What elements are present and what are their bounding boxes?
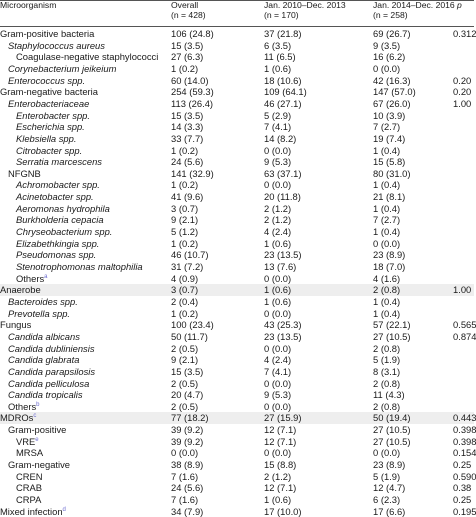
row-label: [0, 28, 94, 40]
table-row: [0, 145, 474, 157]
period1-cell: 12 (7.1): [264, 482, 297, 494]
p-value-cell: 0.154: [453, 447, 476, 459]
period2-cell: 19 (7.4): [373, 132, 406, 144]
period1-cell: 0 (0.0): [264, 307, 292, 319]
table-row: [0, 261, 474, 273]
period1-cell: 23 (13.5): [264, 330, 302, 342]
header-period1: Jan. 2010–Dec. 2013: [264, 0, 346, 10]
period1-cell: 27 (15.9): [264, 412, 302, 424]
row-label: [8, 75, 85, 87]
row-label: [0, 506, 66, 517]
period2-cell: 23 (8.9): [373, 249, 406, 261]
overall-cell: 113 (26.4): [171, 97, 214, 109]
period1-cell: 1 (0.6): [264, 494, 292, 505]
row-label-text: CRPA: [16, 494, 42, 505]
header-period2: Jan. 2014–Dec. 2016: [373, 0, 455, 10]
row-label-text: Citrobacter spp.: [16, 144, 83, 156]
period2-cell: 42 (16.3): [373, 74, 411, 86]
period1-cell: 7 (4.1): [264, 121, 292, 133]
row-label: [16, 494, 41, 506]
row-label: [16, 447, 43, 459]
period1-cell: 0 (0.0): [264, 342, 292, 354]
row-label: [16, 110, 90, 122]
table-row: [0, 86, 474, 98]
row-label: [8, 459, 70, 471]
overall-cell: 2 (0.5): [171, 342, 199, 354]
row-label: [8, 424, 66, 436]
row-label-text: Corynebacterium jeikeium: [8, 62, 117, 74]
period1-cell: 11 (6.5): [264, 51, 296, 63]
period1-cell: 37 (21.8): [264, 28, 302, 39]
row-label: [16, 191, 94, 203]
period2-cell: 9 (3.5): [373, 39, 401, 51]
row-label: [16, 51, 158, 63]
period1-cell: 15 (8.8): [264, 459, 297, 471]
overall-cell: 24 (5.6): [171, 482, 204, 494]
overall-cell: 9 (2.1): [171, 354, 199, 366]
period1-cell: 109 (64.1): [264, 86, 307, 98]
overall-cell: 2 (0.5): [171, 400, 199, 412]
row-label-text: Candida parapsilosis: [8, 365, 96, 377]
period1-cell: 0 (0.0): [264, 144, 292, 156]
period2-cell: 16 (6.2): [373, 51, 406, 63]
p-value-cell: 0.565: [453, 319, 476, 331]
period1-cell: 1 (0.6): [264, 284, 292, 296]
period2-cell: 1 (0.4): [373, 307, 401, 319]
period2-cell: 0 (0.0): [373, 237, 401, 249]
overall-cell: 106 (24.8): [171, 28, 214, 39]
table-row: [0, 168, 474, 180]
overall-cell: 27 (6.3): [171, 51, 204, 63]
row-label-text: MRSA: [16, 447, 44, 459]
period2-cell: 27 (10.5): [373, 424, 411, 436]
period2-cell: 1 (0.4): [373, 179, 401, 191]
period2-cell: 0 (0.0): [373, 447, 401, 459]
table-row: [0, 389, 474, 401]
period2-cell: 2 (0.8): [373, 377, 401, 389]
row-label-text: Stenotrophomonas maltophilia: [16, 261, 143, 272]
table-row: [0, 319, 474, 331]
period2-cell: 1 (0.4): [373, 144, 401, 156]
overall-cell: 0 (0.0): [171, 447, 199, 459]
header-overall-n: (n = 428): [171, 10, 206, 20]
period2-cell: 7 (2.7): [373, 214, 401, 226]
period2-cell: 5 (1.9): [373, 354, 401, 366]
row-label: [16, 436, 39, 448]
row-label: [16, 273, 47, 285]
row-label-text: Escherichia spp.: [16, 121, 85, 133]
overall-cell: 3 (0.7): [171, 284, 199, 296]
period2-cell: 12 (4.7): [373, 482, 406, 494]
table-row: [0, 214, 474, 226]
row-label: [16, 133, 76, 145]
row-label: [16, 471, 43, 483]
table-row: [0, 378, 474, 390]
row-label: [8, 331, 80, 343]
row-label: [8, 296, 78, 308]
row-label: [16, 179, 100, 191]
period2-cell: 15 (5.8): [373, 156, 406, 168]
overall-cell: 100 (23.4): [171, 319, 214, 331]
row-label-text: Mixed infection: [0, 505, 63, 517]
overall-cell: 2 (0.4): [171, 295, 199, 307]
overall-cell: 5 (1.2): [171, 226, 199, 238]
period1-cell: 2 (1.2): [264, 470, 292, 482]
row-label-text: Anaerobe: [0, 284, 41, 296]
row-label-text: CRAB: [16, 482, 43, 494]
table-row: [0, 133, 474, 145]
overall-cell: 20 (4.7): [171, 389, 204, 401]
period1-cell: 0 (0.0): [264, 377, 292, 389]
row-label: [16, 156, 102, 168]
footnote-marker: e: [35, 436, 39, 443]
period1-cell: 9 (5.3): [264, 389, 292, 401]
row-label: [0, 284, 41, 296]
row-label-text: Candida dubliniensis: [8, 342, 95, 354]
row-label-text: Bacteroides spp.: [8, 295, 78, 307]
row-label-text: Staphylococcus aureus: [8, 39, 105, 51]
overall-cell: 15 (3.5): [171, 365, 204, 377]
overall-cell: 254 (59.3): [171, 86, 214, 98]
table-row: [0, 447, 474, 459]
period2-cell: 27 (10.5): [373, 435, 411, 447]
period1-cell: 9 (5.3): [264, 156, 292, 168]
p-value-cell: 0.398: [453, 435, 476, 447]
row-label-text: Fungus: [0, 319, 32, 331]
period1-cell: 4 (2.4): [264, 354, 292, 366]
p-value-cell: 0.312: [453, 28, 476, 39]
row-label-text: Aeromonas hydrophila: [16, 202, 110, 214]
row-label-text: VRE: [16, 435, 36, 447]
row-label-text: Prevotella spp.: [8, 307, 71, 319]
row-label-text: Others: [8, 400, 37, 412]
row-label: [0, 86, 98, 98]
row-label-text: Enterobacter spp.: [16, 109, 91, 121]
row-label-text: Gram-positive: [8, 424, 67, 436]
table-row: [0, 436, 474, 448]
p-value-cell: 0.25: [453, 494, 472, 505]
period1-cell: 4 (2.4): [264, 226, 292, 238]
header-microorganism: Microorganism: [0, 0, 57, 10]
p-value-cell: 0.38: [453, 482, 472, 494]
row-label: [8, 308, 70, 320]
table-row: [0, 308, 474, 320]
row-label: [8, 401, 39, 413]
period2-cell: 8 (3.1): [373, 365, 401, 377]
row-label: [16, 482, 42, 494]
period1-cell: 14 (8.2): [264, 132, 297, 144]
overall-cell: 41 (9.6): [171, 191, 204, 203]
header-p-value: p: [457, 0, 462, 10]
row-label: [8, 63, 116, 75]
overall-cell: 7 (1.6): [171, 494, 199, 505]
table-row: [0, 51, 474, 63]
period1-cell: 6 (3.5): [264, 39, 292, 51]
row-label-text: Achromobacter spp.: [16, 179, 100, 191]
period1-cell: 0 (0.0): [264, 272, 292, 284]
period1-cell: 18 (10.6): [264, 74, 302, 86]
overall-cell: 15 (3.5): [171, 39, 204, 51]
row-label-text: Coagulase-negative staphylococci: [16, 51, 159, 63]
row-label-text: Klebsiella spp.: [16, 132, 77, 144]
table-row: [0, 296, 474, 308]
row-label: [0, 412, 36, 424]
overall-cell: 1 (0.2): [171, 144, 199, 156]
overall-cell: 3 (0.7): [171, 202, 199, 214]
row-label: [8, 168, 41, 180]
period1-cell: 23 (13.5): [264, 249, 302, 261]
period1-cell: 2 (1.2): [264, 202, 292, 214]
row-label-text: Serratia marcescens: [16, 156, 102, 168]
period2-cell: 18 (7.0): [373, 261, 406, 272]
p-value-cell: 0.25: [453, 459, 472, 471]
row-label-text: Elizabethkingia spp.: [16, 237, 100, 249]
header-period2-n: (n = 258): [373, 10, 408, 20]
table-row: [0, 494, 474, 506]
period2-cell: 23 (8.9): [373, 459, 406, 471]
period2-cell: 10 (3.9): [373, 109, 406, 121]
table-row: [0, 459, 474, 471]
table-row: [0, 110, 474, 122]
period2-cell: 4 (1.6): [373, 272, 401, 284]
table-row: [0, 343, 474, 355]
p-value-cell: 0.590: [453, 470, 476, 482]
p-value-cell: 0.874: [453, 330, 476, 342]
p-value-cell: 0.398: [453, 424, 476, 436]
row-label: [0, 319, 31, 331]
row-label: [8, 389, 83, 401]
p-value-cell: 0.195: [453, 505, 476, 517]
table-row: [0, 482, 474, 494]
table-header: [0, 0, 474, 27]
table-row: [0, 401, 474, 413]
period1-cell: 43 (25.3): [264, 319, 302, 331]
period1-cell: 13 (7.6): [264, 261, 297, 272]
table-row: [0, 424, 474, 436]
row-label: [8, 98, 89, 110]
period2-cell: 67 (26.0): [373, 97, 411, 109]
overall-cell: 34 (7.9): [171, 505, 204, 517]
row-label: [16, 261, 143, 273]
header-bottom-rule: [0, 26, 474, 27]
period2-cell: 80 (31.0): [373, 167, 411, 179]
row-label: [16, 214, 104, 226]
table-row: [0, 249, 474, 261]
row-label-text: Enterococcus spp.: [8, 74, 86, 86]
period2-cell: 11 (4.3): [373, 389, 405, 401]
period1-cell: 46 (27.1): [264, 97, 302, 109]
overall-cell: 4 (0.9): [171, 272, 199, 284]
overall-cell: 33 (7.7): [171, 132, 204, 144]
row-label-text: Gram-positive bacteria: [0, 28, 95, 39]
overall-cell: 9 (2.1): [171, 214, 199, 226]
period2-cell: 1 (0.4): [373, 226, 401, 238]
table-row: [0, 354, 474, 366]
period1-cell: 20 (11.8): [264, 191, 301, 203]
footnote-marker: c: [33, 413, 37, 420]
row-label-text: MDROs: [0, 412, 34, 424]
period2-cell: 57 (22.1): [373, 319, 411, 331]
period1-cell: 12 (7.1): [264, 435, 297, 447]
row-label: [16, 238, 99, 250]
period2-cell: 2 (0.8): [373, 400, 401, 412]
table-row: [0, 412, 474, 424]
row-label-text: Gram-negative bacteria: [0, 86, 98, 98]
overall-cell: 77 (18.2): [171, 412, 209, 424]
period2-cell: 1 (0.4): [373, 202, 401, 214]
overall-cell: 46 (10.7): [171, 249, 209, 261]
row-label: [8, 378, 89, 390]
table-row: [0, 238, 474, 250]
footnote-marker: d: [62, 506, 66, 513]
table-row: [0, 284, 474, 296]
period2-cell: 7 (2.7): [373, 121, 401, 133]
period1-cell: 0 (0.0): [264, 447, 292, 459]
row-label-text: Candida albicans: [8, 330, 80, 342]
p-value-cell: 0.20: [453, 86, 472, 98]
period1-cell: 7 (4.1): [264, 365, 292, 377]
table-row: [0, 63, 474, 75]
table-row: [0, 331, 474, 343]
row-label-text: Burkholderia cepacia: [16, 214, 104, 226]
row-label-text: Candida glabrata: [8, 354, 80, 366]
row-label-text: NFGNB: [8, 167, 41, 179]
row-label: [8, 354, 79, 366]
overall-cell: 39 (9.2): [171, 435, 204, 447]
row-label: [16, 145, 82, 157]
overall-cell: 15 (3.5): [171, 109, 204, 121]
period1-cell: 63 (37.1): [264, 167, 302, 179]
period2-cell: 21 (8.1): [373, 191, 406, 203]
period2-cell: 2 (0.8): [373, 342, 401, 354]
period2-cell: 69 (26.7): [373, 28, 411, 39]
row-label: [8, 40, 105, 52]
period2-cell: 5 (1.9): [373, 470, 401, 482]
table-row: [0, 506, 474, 517]
row-label-text: Enterobacteriaceae: [8, 97, 90, 109]
row-label-text: CREN: [16, 470, 43, 482]
period1-cell: 0 (0.0): [264, 400, 292, 412]
overall-cell: 1 (0.2): [171, 179, 199, 191]
overall-cell: 1 (0.2): [171, 237, 199, 249]
period2-cell: 50 (19.4): [373, 412, 411, 424]
table-row: [0, 98, 474, 110]
p-value-cell: 0.443: [453, 412, 476, 424]
overall-cell: 60 (14.0): [171, 74, 209, 86]
table-row: [0, 121, 474, 133]
period1-cell: 2 (1.2): [264, 214, 292, 226]
period2-cell: 1 (0.4): [373, 295, 401, 307]
p-value-cell: 1.00: [453, 284, 472, 296]
row-label: [16, 249, 96, 261]
overall-cell: 1 (0.2): [171, 62, 199, 74]
period2-cell: 0 (0.0): [373, 62, 401, 74]
row-label: [16, 226, 112, 238]
period2-cell: 6 (2.3): [373, 494, 401, 505]
header-period1-n: (n = 170): [264, 10, 299, 20]
overall-cell: 50 (11.7): [171, 330, 208, 342]
row-label-text: Candida tropicalis: [8, 389, 83, 401]
period2-cell: 147 (57.0): [373, 86, 416, 98]
period1-cell: 5 (2.9): [264, 109, 292, 121]
period1-cell: 1 (0.6): [264, 62, 292, 74]
footnote-marker: a: [44, 273, 48, 280]
table-row: [0, 226, 474, 238]
overall-cell: 24 (5.6): [171, 156, 204, 168]
header-overall: Overall: [171, 0, 199, 10]
row-label: [16, 203, 110, 215]
overall-cell: 141 (32.9): [171, 167, 214, 179]
row-label-text: Acinetobacter spp.: [16, 191, 94, 203]
row-label: [16, 121, 85, 133]
period2-cell: 27 (10.5): [373, 330, 411, 342]
table-row: [0, 156, 474, 168]
overall-cell: 31 (7.2): [171, 261, 204, 272]
row-label-text: Pseudomonas spp.: [16, 249, 97, 261]
row-label: [8, 343, 95, 355]
period1-cell: 1 (0.6): [264, 295, 292, 307]
p-value-cell: 0.20: [453, 74, 472, 86]
overall-cell: 39 (9.2): [171, 424, 204, 436]
row-label-text: Gram-negative: [8, 459, 71, 471]
overall-cell: 7 (1.6): [171, 470, 199, 482]
period1-cell: 1 (0.6): [264, 237, 292, 249]
p-value-cell: 1.00: [453, 97, 472, 109]
table-row: [0, 191, 474, 203]
footnote-marker: b: [36, 401, 40, 408]
table-row: [0, 179, 474, 191]
row-label-text: Candida pelliculosa: [8, 377, 90, 389]
table-row: [0, 471, 474, 483]
period1-cell: 17 (10.0): [264, 505, 302, 517]
period1-cell: 0 (0.0): [264, 179, 292, 191]
table-row: [0, 273, 474, 285]
row-label-text: Others: [16, 272, 45, 284]
table-row: [0, 203, 474, 215]
period2-cell: 17 (6.6): [373, 505, 406, 517]
overall-cell: 2 (0.5): [171, 377, 199, 389]
table-row: [0, 40, 474, 52]
overall-cell: 14 (3.3): [171, 121, 204, 133]
row-label: [8, 366, 95, 378]
period1-cell: 12 (7.1): [264, 424, 297, 436]
overall-cell: 38 (8.9): [171, 459, 204, 471]
table-row: [0, 28, 474, 40]
table-row: [0, 366, 474, 378]
overall-cell: 1 (0.2): [171, 307, 199, 319]
table-row: [0, 75, 474, 87]
row-label-text: Chryseobacterium spp.: [16, 226, 113, 238]
period2-cell: 2 (0.8): [373, 284, 401, 296]
